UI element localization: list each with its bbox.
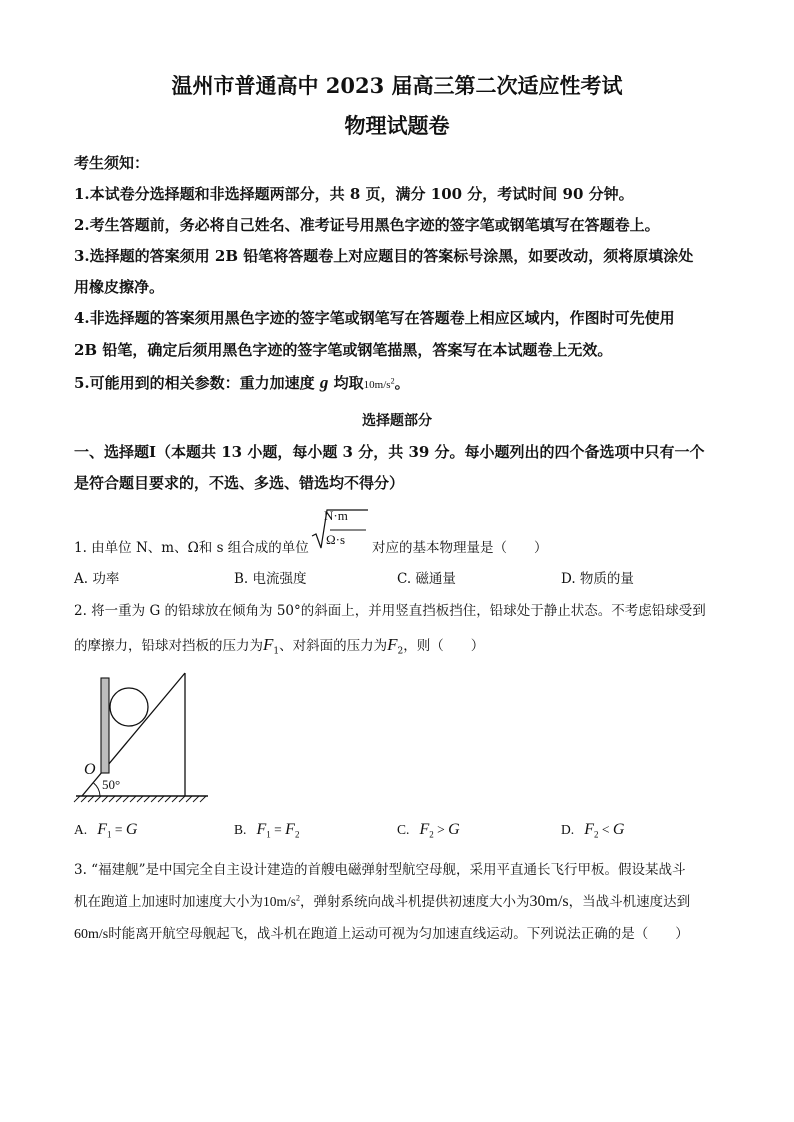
q2-option-a: A. $F_1 = G$ (74, 821, 138, 840)
sqrt-denominator: Ω·s (326, 532, 346, 547)
notice-item-3: 3.选择题的答案须用 2B 铅笔将答题卷上对应题目的答案标号涂黑，如要改动，须将原填涂处 (74, 247, 694, 265)
question-3-stem: 3. “福建舰”是中国完全自主设计建造的首艘电磁弹射型航空母舰，采用平直通长飞行甲板。假设某战斗 (74, 862, 686, 878)
section-heading-cont: 是符合题目要求的，不选、多选、错选均不得分） (74, 474, 405, 492)
notice-item-4-cont: 2B 铅笔，确定后须用黑色字迹的签字笔或钢笔描黑，答案写在本试题卷上无效。 (74, 341, 613, 359)
notice-item-5-prefix: 5.可能用到的相关参数：重力加速度 (74, 374, 315, 392)
sqrt-numerator: N·m (324, 508, 348, 523)
incline-figure (70, 668, 220, 803)
question-1-stem: 1. 由单位 N、m、Ω和 s 组合成的单位 (74, 540, 309, 556)
question-2-stem: 2. 将一重为 G 的铅球放在倾角为 50°的斜面上，并用竖直挡板挡住，铅球处于静止状态。不考虑铅球受到 (74, 603, 706, 619)
takeoff-velocity-value: 60m/s (74, 927, 109, 942)
question-2-stem-cont: 的摩擦力，铅球对挡板的压力为$F_1$、对斜面的压力为$F_2$，则（ ） (74, 635, 485, 657)
q1-option-c: C. 磁通量 (397, 571, 456, 587)
notice-heading: 考生须知： (74, 154, 150, 172)
notice-item-2: 2.考生答题前，务必将自己姓名、准考证号用黑色字迹的签字笔或钢笔填写在答题卷上。 (74, 216, 660, 234)
q1-option-b: B. 电流强度 (234, 571, 307, 587)
ball-shape (110, 688, 148, 726)
gravity-value: $10m/s^2$ (363, 376, 395, 391)
q2-option-d: D. $F_2 < G$ (561, 821, 625, 840)
q2-option-b: B. $F_1 = F_2$ (234, 821, 300, 840)
figure-point-label: O (84, 761, 96, 778)
initial-velocity-value: 30m/s (529, 893, 569, 910)
question-3-stem-cont2: 60m/s时能离开航空母舰起飞，战斗机在跑道上运动可视为匀加速直线运动。下列说法正确的是（ ） (74, 926, 689, 942)
board-shape (101, 678, 109, 773)
section-title: 选择题部分 (362, 413, 432, 429)
notice-item-4: 4.非选择题的答案须用黑色字迹的签字笔或钢笔写在答题卷上相应区域内，作图时可先使用 (74, 309, 675, 327)
q1-option-d: D. 物质的量 (561, 571, 634, 587)
gravity-symbol: g (319, 373, 329, 392)
notice-item-3-cont: 用橡皮擦净。 (74, 278, 165, 296)
exam-subtitle: 物理试题卷 (344, 113, 450, 138)
exam-title: 温州市普通高中 2023 届高三第二次适应性考试 (171, 73, 623, 98)
question-1-end: 对应的基本物理量是（ ） (372, 540, 548, 556)
notice-item-5-end: 。 (394, 374, 410, 392)
figure-angle-label: 50° (102, 777, 121, 792)
section-heading: 一、选择题Ⅰ（本题共 13 小题，每小题 3 分，共 39 分。每小题列出的四个备选项中只有一个 (74, 443, 705, 461)
q2-option-c: C. $F_2 > G$ (397, 821, 460, 840)
omega-symbol: Ω (187, 540, 199, 556)
notice-item-5-mid: 均取 (333, 374, 364, 392)
question-3-stem-cont: 机在跑道上加速时加速度大小为$10m/s^2$，弹射系统向战斗机提供初速度大小为30m/s，当战斗机速度达到 (74, 893, 691, 910)
acceleration-value: $10m/s^2$ (263, 893, 301, 909)
notice-item-1: 1.本试卷分选择题和非选择题两部分，共 8 页，满分 100 分，考试时间 90 分钟。 (74, 185, 634, 203)
notice-item-5 (74, 372, 410, 393)
q1-option-a: A. 功率 (74, 571, 120, 587)
